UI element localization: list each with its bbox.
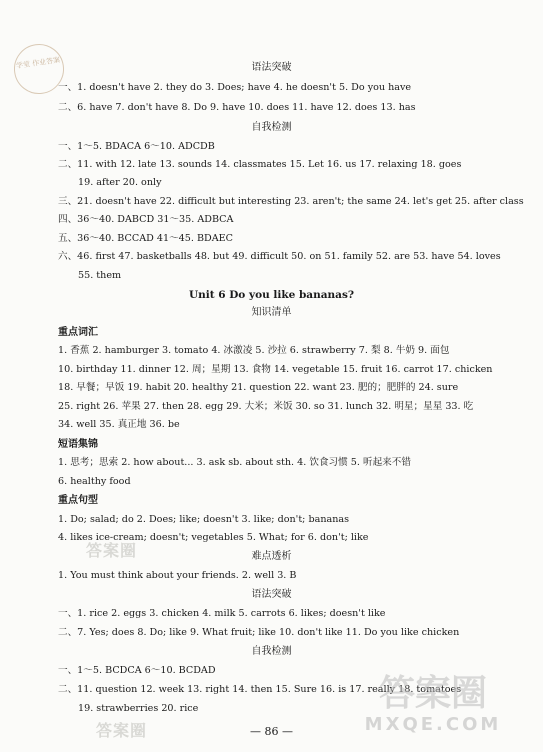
answer-line: 一、1～5. BDACA 6～10. ADCDB: [58, 141, 215, 152]
section-heading: 知识清单: [251, 307, 292, 318]
page-number: — 86 —: [250, 725, 293, 738]
section-heading: 语法突破: [251, 589, 292, 600]
answer-line: 18. 早餐；早饭 19. habit 20. healthy 21. question 22. want 23. 肥的；肥胖的 24. sure: [58, 382, 459, 393]
section-heading: 语法突破: [251, 62, 292, 73]
watermark-logo: [333, 674, 533, 744]
section-heading: 自我检测: [251, 122, 292, 133]
stamp-text: 学堂 作业答案: [15, 56, 61, 71]
answer-line: 19. strawberries 20. rice: [78, 703, 199, 714]
answer-line: 三、21. doesn't have 22. difficult but interesting 23. aren't; the same 24. let's get 25. after class: [58, 196, 524, 207]
answer-line: 1. 香蕉 2. hamburger 3. tomato 4. 冰激凌 5. 沙拉 6. strawberry 7. 梨 8. 牛奶 9. 面包: [58, 345, 450, 356]
answer-line: 四、36～40. DABCD 31～35. ADBCA: [58, 214, 234, 225]
answer-line: 4. likes ice-cream; doesn't; vegetables 5. What; for 6. don't; like: [58, 532, 369, 543]
answer-line: 10. birthday 11. dinner 12. 周；星期 13. 食物 14. vegetable 15. fruit 16. carrot 17. chicken: [58, 364, 493, 375]
answer-line: 二、6. have 7. don't have 8. Do 9. have 10. does 11. have 12. does 13. has: [58, 102, 416, 113]
answer-line: 25. right 26. 苹果 27. then 28. egg 29. 大米；米饭 30. so 31. lunch 32. 明星；星星 33. 吃: [58, 401, 474, 412]
answer-line: 1. You must think about your friends. 2. well 3. B: [58, 570, 297, 581]
answer-line: 一、1. rice 2. eggs 3. chicken 4. milk 5. carrots 6. likes; doesn't like: [58, 608, 386, 619]
answer-line: 19. after 20. only: [78, 177, 162, 188]
unit-title: Unit 6 Do you like bananas?: [188, 289, 355, 301]
answer-line: 1. Do; salad; do 2. Does; like; doesn't 3. like; don't; bananas: [58, 514, 350, 525]
watermark-url: MXQE.COM: [364, 714, 502, 735]
faded-stamp-text: 答案圈: [96, 721, 148, 740]
watermark-title: 答案圈: [378, 673, 487, 714]
answer-line: 1. 思考；思索 2. how about... 3. ask sb. about sth. 4. 饮食习惯 5. 听起来不错: [58, 457, 411, 468]
answer-line: 55. them: [78, 270, 122, 281]
answer-line: 一、1. doesn't have 2. they do 3. Does; have 4. he doesn't 5. Do you have: [58, 82, 412, 93]
subsection-heading: 重点句型: [58, 495, 98, 506]
section-heading: 难点透析: [251, 551, 292, 562]
answer-line: 二、11. with 12. late 13. sounds 14. classmates 15. Let 16. us 17. relaxing 18. goes: [58, 159, 462, 170]
subsection-heading: 重点词汇: [58, 327, 98, 338]
answer-line: 二、11. question 12. week 13. right 14. then 15. Sure 16. is 17. really 18. tomatoes: [58, 684, 462, 695]
answer-line: 一、1～5. BCDCA 6～10. BCDAD: [58, 665, 216, 676]
answer-line: 六、46. first 47. basketballs 48. but 49. difficult 50. on 51. family 52. are 53. have 54. loves: [58, 251, 501, 262]
answer-line: 34. well 35. 真正地 36. be: [58, 419, 180, 430]
subsection-heading: 短语集锦: [58, 439, 98, 450]
answer-line: 五、36～40. BCCAD 41～45. BDAEC: [58, 233, 233, 244]
answer-line: 二、7. Yes; does 8. Do; like 9. What fruit; like 10. don't like 11. Do you like chicken: [58, 627, 460, 638]
answer-line: 6. healthy food: [58, 476, 131, 487]
section-heading: 自我检测: [251, 646, 292, 657]
faded-stamp-text: 答案圈: [86, 541, 138, 560]
